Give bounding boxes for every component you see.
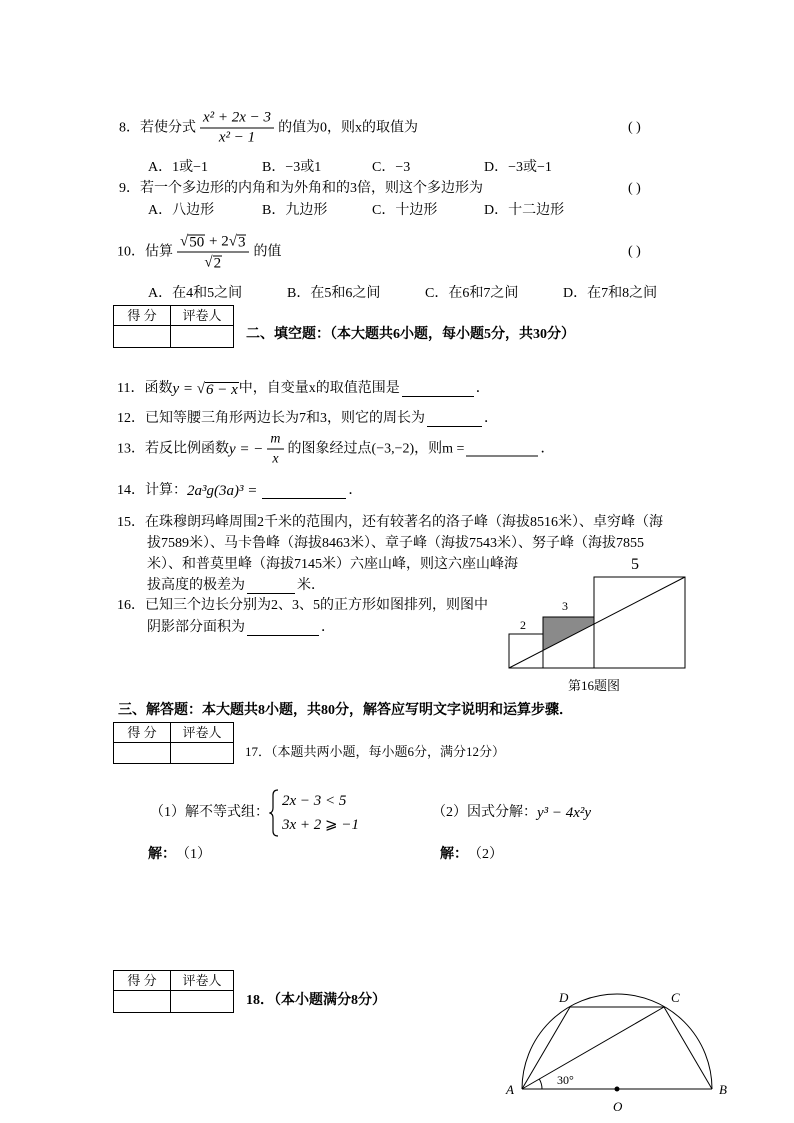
segment-cb [664,1007,712,1089]
q10-radical-50 [180,233,205,251]
q9-stem: 9．若一个多边形的内角和为外角和的3倍，则这个多边形为 [119,181,483,196]
square-side-2 [509,634,543,668]
q12-end: ． [484,411,498,426]
q8-option-c: C．−3 [372,160,411,175]
inequality-2: 3x + 2 ⩾ −1 [282,817,359,833]
q10-fraction-denominator [201,253,225,272]
angle-arc [539,1079,542,1089]
q16-line-2-text: 阴影部分面积为 [147,620,245,635]
q10-numerator-middle: + 2 [205,233,229,250]
score-table-grader-header: 评卷人 [171,723,234,743]
q10-radical-2 [204,254,222,272]
q11-radical [197,380,239,398]
q18-header: 18．（本小题满分8分） [246,993,386,1008]
label-b: B [719,1082,727,1097]
q8-option-a: A．1或−1 [148,160,209,175]
q15-line-3: 米）、和普莫里峰（海拔7145米）六座山峰，则这六座山峰海 [147,557,518,572]
q11-prefix: 11．函数 [117,381,173,396]
q17-answer-1 [148,846,211,864]
q16-line-1: 16．已知三个边长分别为2、3、5的正方形如图排列，则图中 [117,598,488,613]
shaded-region [543,617,594,650]
label-middle-square: 3 [562,599,568,613]
q17-part1-prompt: （1）解不等式组： [150,805,269,820]
q8-option-d: D．−3或−1 [484,160,552,175]
q9-option-d: D．十二边形 [484,203,565,218]
score-table-score-header: 得 分 [114,971,171,991]
score-table-grader-cell [171,743,234,764]
radical-sign: √ [196,381,205,397]
score-table-grader-header: 评卷人 [171,971,234,991]
radical-sign: √ [204,254,213,271]
q11-suffix: 中，自变量x的取值范围是 [238,381,400,396]
score-table-score-cell [114,743,171,764]
answer-blank [466,442,538,457]
score-table-score-header: 得 分 [114,723,171,743]
q15-last-text: 拔高度的极差为 [147,578,245,593]
q17-part2-expression: y³ − 4x²y [537,805,592,821]
q17-part2 [432,804,591,822]
q11-stem [117,380,490,398]
q16-line-2 [147,619,335,637]
q10-suffix: 的值 [253,244,282,259]
answer-blank [402,382,474,397]
q15-end: 米． [297,578,325,593]
q10-prefix: 10．估算 [117,244,173,259]
section3-heading: 三、解答题：本大题共8小题，共80分，解答应写明文字说明和运算步骤． [118,703,573,718]
q8-stem [119,110,418,147]
q14-stem [117,482,362,500]
radicand: 50 [189,234,205,251]
score-table [113,722,234,764]
radicand: 2 [213,255,222,272]
score-table-grader-cell [171,326,234,348]
angle-label: 30° [557,1073,574,1087]
q15-line-4 [147,577,325,595]
q10-fraction [177,233,249,272]
answer-part: （1） [176,847,211,862]
semicircle-arc [522,994,712,1089]
q11-math: y = [172,381,197,397]
q16-figure-caption: 第16题图 [567,678,621,693]
inequality-1: 2x − 3 < 5 [282,793,347,809]
q13-math: y = − [229,441,264,457]
score-table-score-cell [114,991,171,1013]
q8-option-b: B．−3或1 [262,160,322,175]
inequality-system [282,789,359,837]
radical-sign: √ [228,233,237,250]
answer-blank [247,579,295,594]
q14-prefix: 14．计算： [117,483,187,498]
q8-suffix: 的值为0，则x的取值为 [278,120,419,135]
q10-stem [117,233,281,272]
q9-option-c: C．十边形 [372,203,438,218]
label-small-square: 2 [520,618,526,632]
q16-end: ． [321,620,335,635]
q8-fraction-numerator: x² + 2x − 3 [200,110,274,129]
q8-answer-bracket: ( ) [628,120,641,135]
q13-fraction-numerator: m [267,431,283,450]
score-table-grader-cell [171,991,234,1013]
q18-figure [495,985,740,1121]
answer-part: （2） [468,847,503,862]
q11-end: ． [475,381,490,396]
q14-end: ． [348,483,363,498]
label-a: A [506,1082,514,1097]
q10-option-a: A．在4和5之间 [148,286,243,301]
q13-suffix: 的图象经过点(−3,−2)，则m = [287,441,465,456]
q8-fraction-denominator: x² − 1 [218,129,256,146]
label-large-square: 5 [631,556,639,573]
q17-answer-2 [440,846,503,864]
radical-sign: √ [180,233,189,250]
label-c: C [671,990,680,1005]
q10-option-c: C．在6和7之间 [425,286,519,301]
q8-fraction [200,110,274,147]
section2-heading: 二、填空题：（本大题共6小题，每小题5分，共30分） [246,327,575,342]
score-table [113,970,234,1013]
q10-option-d: D．在7和8之间 [563,286,658,301]
q10-answer-bracket: ( ) [628,244,641,259]
score-table-score-header: 得 分 [114,306,171,326]
q14-math: 2a³g(3a)³ = [187,483,258,499]
q9-option-b: B．九边形 [262,203,328,218]
q12-text: 12．已知等腰三角形两边长为7和3，则它的周长为 [117,411,425,426]
q9-option-a: A．八边形 [148,203,215,218]
radicand: 3 [237,234,246,251]
q9-answer-bracket: ( ) [628,181,641,196]
center-point-o [615,1087,620,1092]
q13-fraction [267,431,283,468]
q13-prefix: 13．若反比例函数 [117,441,229,456]
score-table-grader-header: 评卷人 [171,306,234,326]
radicand: 6 − x [206,382,238,398]
answer-label: 解： [148,847,176,862]
q15-line-2: 拔7589米）、马卡鲁峰（海拔8463米）、章子峰（海拔7543米）、努子峰（海拔7855 [147,536,644,551]
q17-part1 [150,789,359,837]
q8-prefix: 8．若使分式 [119,120,196,135]
inequality-system-brace [269,789,279,837]
q10-fraction-numerator [177,233,249,253]
label-d: D [559,990,569,1005]
score-table [113,305,234,348]
label-o: O [613,1099,623,1114]
square-side-5 [594,577,685,668]
q13-stem [117,431,554,468]
diagonal-ac [522,1007,664,1089]
q13-fraction-denominator: x [272,451,279,467]
q10-radical-3 [229,233,247,251]
answer-blank [262,484,346,499]
q13-end: ． [540,441,555,456]
diagonal-line [509,577,685,668]
q12-stem [117,410,498,428]
q10-option-b: B．在5和6之间 [287,286,381,301]
q17-header: 17．（本题共两小题，每小题6分，满分12分） [245,744,506,759]
answer-blank [427,412,482,427]
q17-part2-prompt: （2）因式分解： [432,805,537,820]
answer-blank [247,621,319,636]
answer-label: 解： [440,847,468,862]
q15-line-1: 15．在珠穆朗玛峰周围2千米的范围内，还有较著名的洛子峰（海拔8516米）、卓穷峰（海 [117,515,663,530]
score-table-score-cell [114,326,171,348]
q16-figure [500,550,695,695]
